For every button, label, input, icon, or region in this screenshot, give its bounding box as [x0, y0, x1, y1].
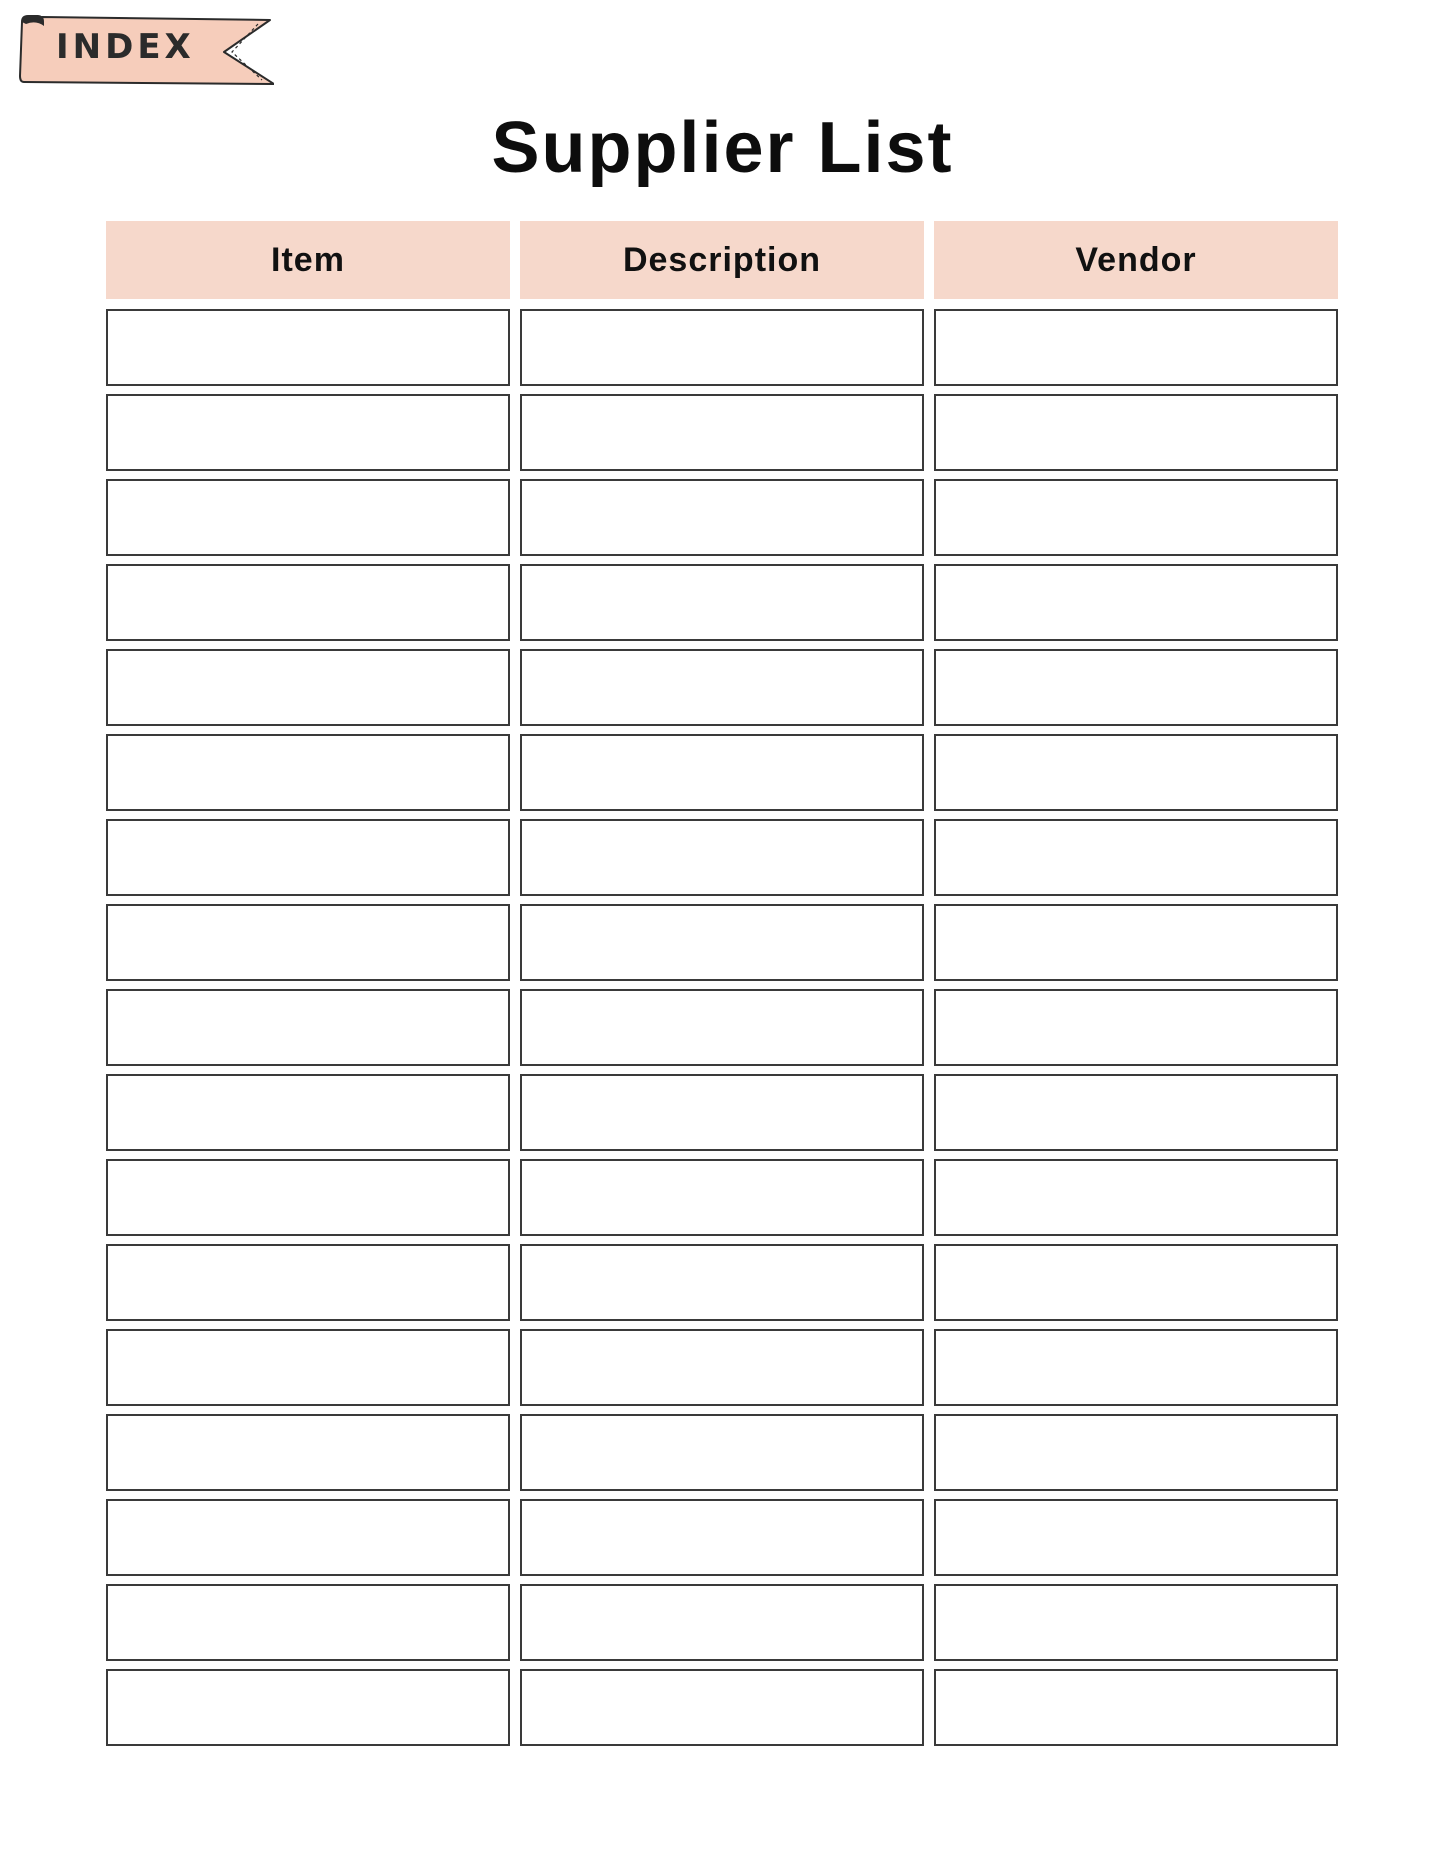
table-cell-description[interactable]	[520, 649, 924, 726]
table-cell-vendor[interactable]	[934, 649, 1338, 726]
table-cell-vendor[interactable]	[934, 1074, 1338, 1151]
table-cell-item[interactable]	[106, 734, 510, 811]
table-cell-description[interactable]	[520, 394, 924, 471]
column-header-description: Description	[520, 221, 924, 299]
table-cell-vendor[interactable]	[934, 309, 1338, 386]
table-row	[106, 564, 1338, 641]
table-cell-description[interactable]	[520, 1499, 924, 1576]
table-cell-item[interactable]	[106, 1499, 510, 1576]
table-cell-item[interactable]	[106, 479, 510, 556]
index-tab-label: INDEX	[56, 27, 195, 67]
table-cell-item[interactable]	[106, 309, 510, 386]
table-cell-description[interactable]	[520, 1669, 924, 1746]
table-cell-vendor[interactable]	[934, 1244, 1338, 1321]
table-cell-vendor[interactable]	[934, 1584, 1338, 1661]
table-cell-description[interactable]	[520, 479, 924, 556]
table-cell-description[interactable]	[520, 904, 924, 981]
table-row	[106, 649, 1338, 726]
table-cell-description[interactable]	[520, 1584, 924, 1661]
table-cell-item[interactable]	[106, 1159, 510, 1236]
table-cell-vendor[interactable]	[934, 819, 1338, 896]
table-cell-item[interactable]	[106, 1414, 510, 1491]
supplier-table	[106, 221, 1338, 1754]
table-row	[106, 734, 1338, 811]
table-row	[106, 309, 1338, 386]
table-body	[106, 309, 1338, 1746]
table-row	[106, 1074, 1338, 1151]
table-row	[106, 1244, 1338, 1321]
table-cell-item[interactable]	[106, 1074, 510, 1151]
table-cell-vendor[interactable]	[934, 989, 1338, 1066]
table-cell-description[interactable]	[520, 1159, 924, 1236]
table-cell-item[interactable]	[106, 564, 510, 641]
table-cell-item[interactable]	[106, 649, 510, 726]
table-cell-description[interactable]	[520, 989, 924, 1066]
table-cell-vendor[interactable]	[934, 1414, 1338, 1491]
table-cell-vendor[interactable]	[934, 1159, 1338, 1236]
table-row	[106, 479, 1338, 556]
table-cell-item[interactable]	[106, 1669, 510, 1746]
table-cell-vendor[interactable]	[934, 564, 1338, 641]
table-row	[106, 1669, 1338, 1746]
index-tab-button[interactable]	[18, 14, 274, 88]
table-cell-description[interactable]	[520, 1329, 924, 1406]
table-row	[106, 819, 1338, 896]
column-header-vendor: Vendor	[934, 221, 1338, 299]
table-cell-vendor[interactable]	[934, 479, 1338, 556]
table-row	[106, 904, 1338, 981]
table-cell-vendor[interactable]	[934, 1669, 1338, 1746]
table-cell-item[interactable]	[106, 394, 510, 471]
table-cell-item[interactable]	[106, 904, 510, 981]
table-cell-item[interactable]	[106, 1329, 510, 1406]
table-cell-description[interactable]	[520, 309, 924, 386]
table-row	[106, 1584, 1338, 1661]
table-cell-item[interactable]	[106, 1584, 510, 1661]
table-cell-description[interactable]	[520, 1414, 924, 1491]
table-cell-vendor[interactable]	[934, 904, 1338, 981]
table-cell-description[interactable]	[520, 1074, 924, 1151]
table-cell-vendor[interactable]	[934, 1329, 1338, 1406]
column-header-item: Item	[106, 221, 510, 299]
table-cell-item[interactable]	[106, 819, 510, 896]
table-header-row	[106, 221, 1338, 299]
table-cell-vendor[interactable]	[934, 1499, 1338, 1576]
table-cell-description[interactable]	[520, 734, 924, 811]
table-row	[106, 989, 1338, 1066]
table-row	[106, 1159, 1338, 1236]
page-title: Supplier List	[491, 108, 954, 188]
table-cell-description[interactable]	[520, 564, 924, 641]
table-cell-vendor[interactable]	[934, 394, 1338, 471]
table-row	[106, 1414, 1338, 1491]
table-cell-vendor[interactable]	[934, 734, 1338, 811]
table-cell-item[interactable]	[106, 1244, 510, 1321]
table-row	[106, 1499, 1338, 1576]
table-cell-description[interactable]	[520, 1244, 924, 1321]
table-cell-item[interactable]	[106, 989, 510, 1066]
table-row	[106, 394, 1338, 471]
table-row	[106, 1329, 1338, 1406]
table-cell-description[interactable]	[520, 819, 924, 896]
